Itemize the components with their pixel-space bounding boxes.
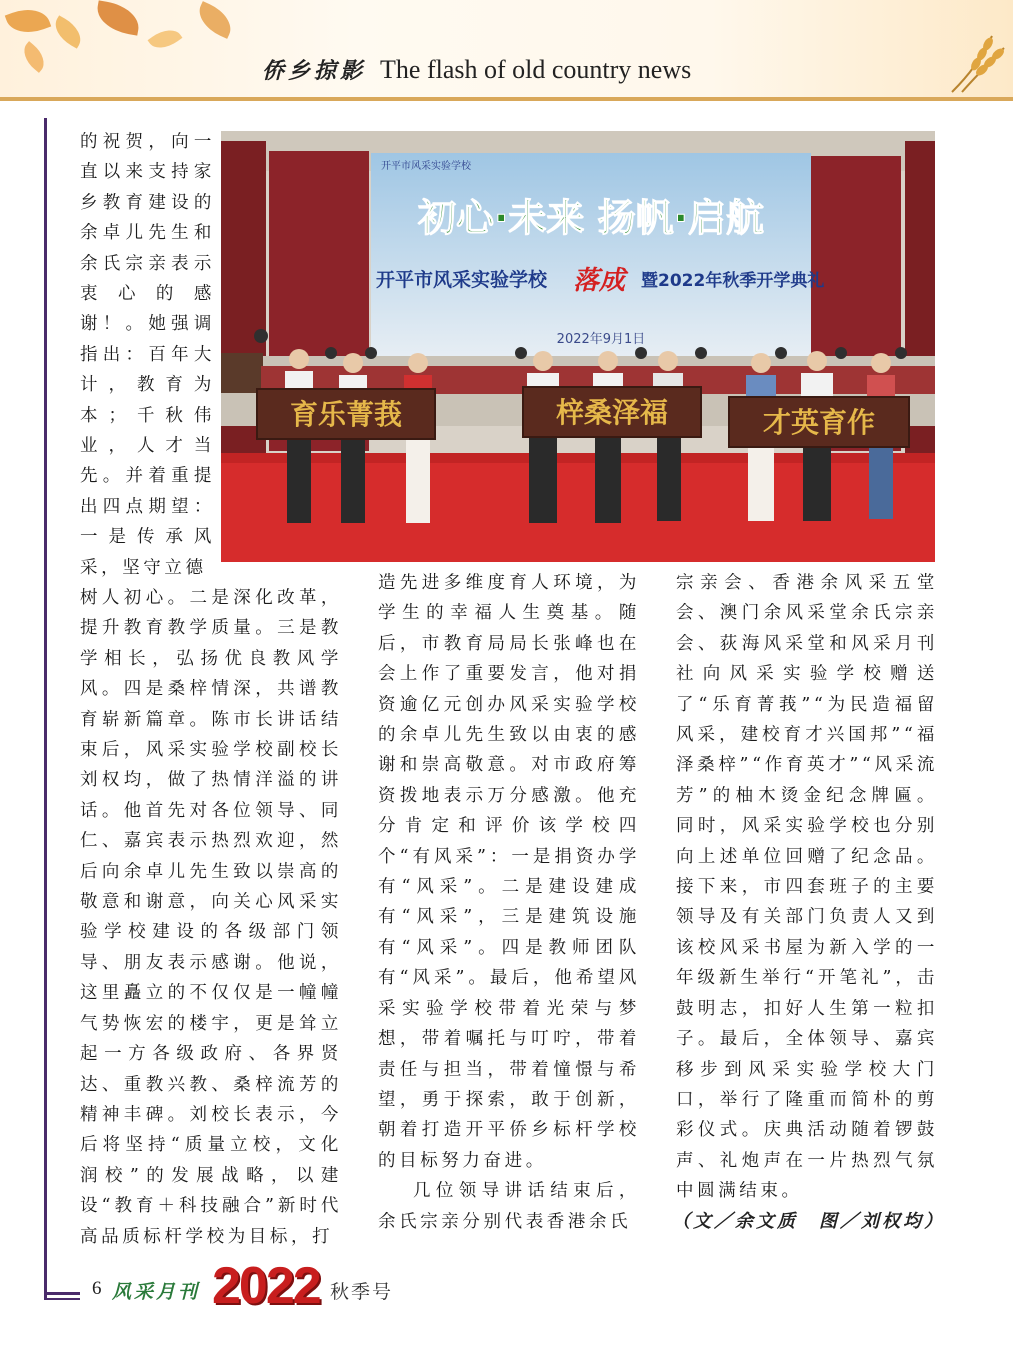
plaque-center: 梓桑泽福 [555, 396, 669, 429]
banner-school-small: 开平市风采实验学校 [381, 161, 471, 172]
issue-season: 秋季号 [330, 1281, 394, 1303]
autumn-leaf-decoration [17, 41, 50, 73]
autumn-leaf-decoration [5, 2, 51, 40]
autumn-leaf-decoration [193, 1, 238, 39]
article-paragraph: 几位领导讲话结束后，余氏宗亲分别代表香港余氏 [378, 1181, 640, 1232]
section-title-cn: 侨乡掠影 [262, 58, 367, 84]
section-title [262, 52, 691, 88]
header-divider [0, 97, 1013, 101]
article-column-1-top: 的祝贺，向一直以来支持家乡教育建设的余卓儿先生和余氏宗亲表示衷心的感谢！。她强调指出：百年大计，教育为本；千秋伟业，人才当先。并着重提出四点期望：一是传承风采，坚守立德 [80, 132, 215, 578]
issue-year: 2022 [212, 1257, 320, 1315]
ceremony-photo [221, 131, 935, 562]
banner-script: 落成 [573, 266, 626, 296]
footer-line [44, 1298, 80, 1300]
page-number: 6 [92, 1278, 102, 1299]
article-column-1: 树人初心。二是深化改革，提升教育教学质量。三是教学相长，弘扬优良教风学风。四是桑梓情深，共谱教育崭新篇章。陈市长讲话结束后，风采实验学校副校长刘权均，做了热情洋溢的讲话。他首先对各位领导、同仁、嘉宾表示热烈欢迎，然后向余卓儿先生致以崇高的敬意和谢意，向关心风采实验学校建设的各级部门领导、朋友表示感谢。他说，这里矗立的不仅仅是一幢幢气势恢宏的楼宇，更是耸立起一方各级政府、各界贤达、重教兴教、桑梓流芳的精神丰碑。刘校长表示，今后将坚持“质量立校，文化润校”的发展战略，以建设“教育＋科技融合”新时代高品质标杆学校为目标，打 [80, 588, 342, 1247]
plaque-right: 才英育作 [762, 406, 876, 439]
ceremony-photo-illustration [221, 131, 935, 562]
left-margin-rule [44, 118, 47, 1268]
plaque-left: 育乐菁莪 [289, 398, 403, 431]
banner-slogan: 初心·未来 扬帆·启航 [417, 196, 765, 240]
section-title-en: The flash of old country news [380, 55, 692, 84]
article-column-2 [378, 568, 640, 1237]
footer-line [44, 1292, 80, 1295]
article-paragraph: 造先进多维度育人环境，为学生的幸福人生奠基。随后，市教育局局长张峰也在会上作了重要发言，他对捐资逾亿元创办风采实验学校的余卓儿先生致以由衷的感谢和崇高敬意。对市政府筹资拨地表示万分感激。他充分肯定和评价该学校四个“有风采”：一是捐资办学有“风采”。二是建设建成有“风采”，三是建筑设施有“风采”。四是教师团队有“风采”。最后，他希望风采实验学校带着光荣与梦想，带着嘱托与叮咛，带着责任与担当，带着憧憬与希望，勇于探索，敢于创新，朝着打造开平侨乡标杆学校的目标努力奋进。 [378, 573, 640, 1171]
autumn-leaf-decoration [49, 15, 87, 48]
banner-main: 开平市风采实验学校 [376, 269, 548, 291]
wheat-icon [942, 30, 1008, 96]
autumn-leaf-decoration [148, 23, 183, 55]
page-footer [44, 1257, 464, 1322]
banner-tail: 暨2022年秋季开学典礼 [641, 271, 825, 291]
autumn-leaf-decoration [94, 0, 142, 35]
page-header [0, 0, 1013, 100]
magazine-name: 风采月刊 [112, 1281, 201, 1303]
article-credit: （文／余文质 图／刘权均） [672, 1211, 945, 1232]
article-column-3: 宗亲会、香港余风采五堂会、澳门余风采堂余氏宗亲会、荻海风采堂和风采月刊社向风采实验学校赠送了“乐育菁莪”“为民造福留风采，建校育才兴国邦”“福泽桑梓”“作育英才”“风采流芳”的柚木烫金纪念牌匾。同时，风采实验学校也分别向上述单位回赠了纪念品。接下来，市四套班子的主要领导及有关部门负责人又到该校风采书屋为新入学的一年级新生举行“开笔礼”，击鼓明志，扣好人生第一粒扣子。最后，全体领导、嘉宾移步到风采实验学校大门口，举行了隆重而简朴的剪彩仪式。庆典活动随着锣鼓声、礼炮声在一片热烈气氛中圆满结束。 [676, 573, 938, 1202]
banner-date: 2022年9月1日 [556, 332, 646, 347]
